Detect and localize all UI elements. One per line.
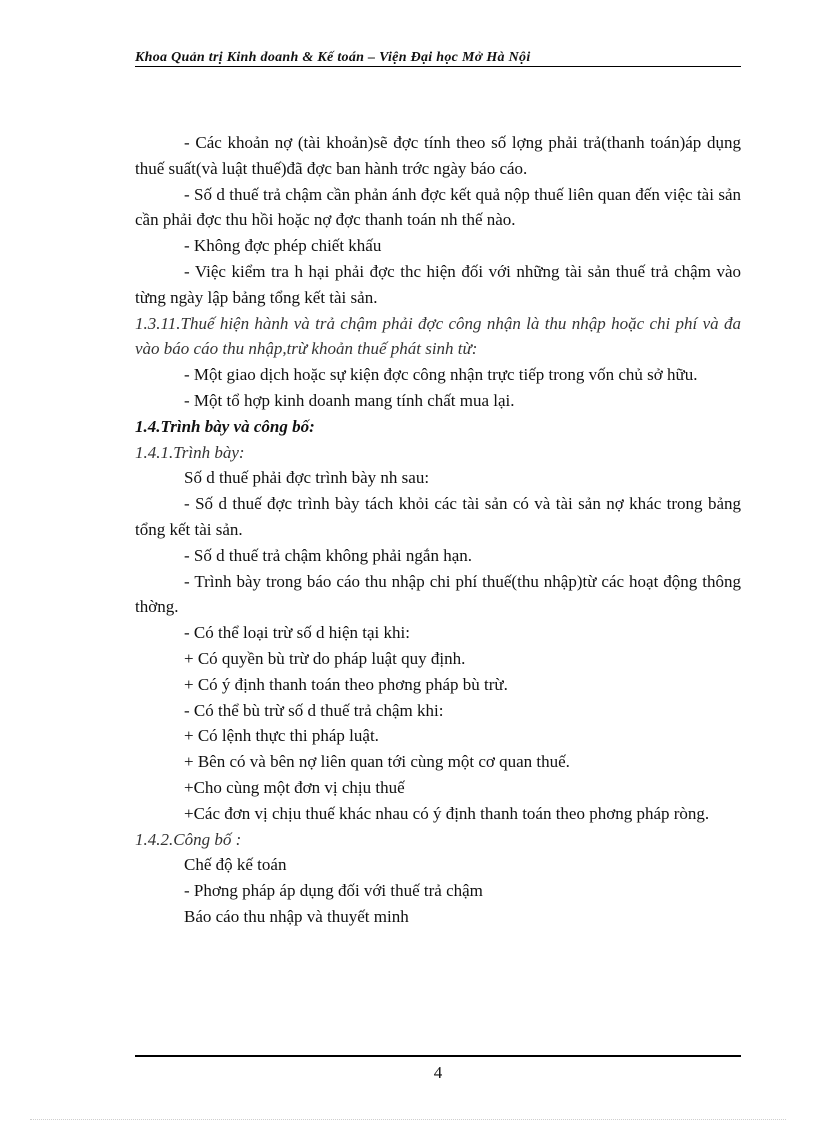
paragraph: - Số d thuế trả chậm không phải ngắn hạn. bbox=[184, 545, 472, 565]
paragraph: - Trình bày trong báo cáo thu nhập chi phí thuế(thu nhập)từ các hoạt động thông thờng. bbox=[135, 571, 741, 617]
paragraph: Chế độ kế toán bbox=[184, 855, 287, 875]
paragraph: - Các khoản nợ (tài khoản)sẽ đợc tính theo số lợng phải trả(thanh toán)áp dụng thuế suất(và luật thuế)đã đợc ban hành trớc ngày báo cáo. bbox=[135, 133, 741, 178]
paragraph: - Một giao dịch hoặc sự kiện đợc công nhận trực tiếp trong vốn chủ sở hữu. bbox=[184, 365, 698, 385]
paragraph: - Số d thuế trả chậm cần phản ánh đợc kết quả nộp thuế liên quan đến việc tài sản cần phải đợc thu hồi hoặc nợ đợc thanh toán nh thế nào. bbox=[135, 184, 741, 230]
paragraph: Số d thuế phải đợc trình bày nh sau: bbox=[184, 468, 430, 488]
section-heading-1-4: 1.4.Trình bày và công bố: bbox=[135, 416, 315, 436]
paragraph: + Có lệnh thực thi pháp luật. bbox=[184, 726, 379, 746]
page-number: 4 bbox=[433, 1063, 443, 1082]
paragraph: +Các đơn vị chịu thuế khác nhau có ý định thanh toán theo phơng pháp ròng. bbox=[184, 803, 710, 823]
paragraph: - Số d thuế đợc trình bày tách khỏi các tài sản có và tài sản nợ khác trong bảng tổng kết tài sản. bbox=[135, 494, 741, 539]
paragraph: - Có thể bù trừ số d thuế trả chậm khi: bbox=[184, 700, 444, 720]
section-heading-1-4-2: 1.4.2.Công bố : bbox=[135, 829, 242, 849]
paragraph: - Việc kiểm tra h hại phải đợc thc hiện đối với những tài sản thuế trả chậm vào từng ngày lập bảng tổng kết tài sản. bbox=[135, 261, 741, 307]
section-heading-1-4-1: 1.4.1.Trình bày: bbox=[135, 442, 245, 462]
header-divider bbox=[135, 66, 741, 67]
document-body bbox=[135, 130, 741, 930]
paragraph: + Bên có và bên nợ liên quan tới cùng một cơ quan thuế. bbox=[184, 752, 570, 772]
section-heading-1-3-11: 1.3.11.Thuế hiện hành và trả chậm phải đợc công nhận là thu nhập hoặc chi phí và đa vào báo cáo thu nhập,trừ khoản thuế phát sinh từ: bbox=[135, 313, 741, 359]
paragraph: +Cho cùng một đơn vị chịu thuế bbox=[184, 777, 405, 797]
paragraph: Báo cáo thu nhập và thuyết minh bbox=[184, 906, 409, 926]
page-header: Khoa Quản trị Kinh doanh & Kế toán – Viện Đại học Mở Hà Nội bbox=[135, 50, 531, 65]
paragraph: - Phơng pháp áp dụng đối với thuế trả chậm bbox=[184, 881, 483, 901]
paragraph: - Không đợc phép chiết khấu bbox=[184, 236, 382, 256]
paragraph: + Có quyền bù trừ do pháp luật quy định. bbox=[184, 648, 466, 668]
paragraph: - Một tổ hợp kinh doanh mang tính chất mua lại. bbox=[184, 390, 515, 410]
page-edge-dotted-line bbox=[30, 1119, 786, 1120]
paragraph: + Có ý định thanh toán theo phơng pháp bù trừ. bbox=[184, 674, 508, 694]
footer-divider bbox=[135, 1055, 741, 1057]
paragraph: - Có thể loại trừ số d hiện tại khi: bbox=[184, 623, 410, 643]
